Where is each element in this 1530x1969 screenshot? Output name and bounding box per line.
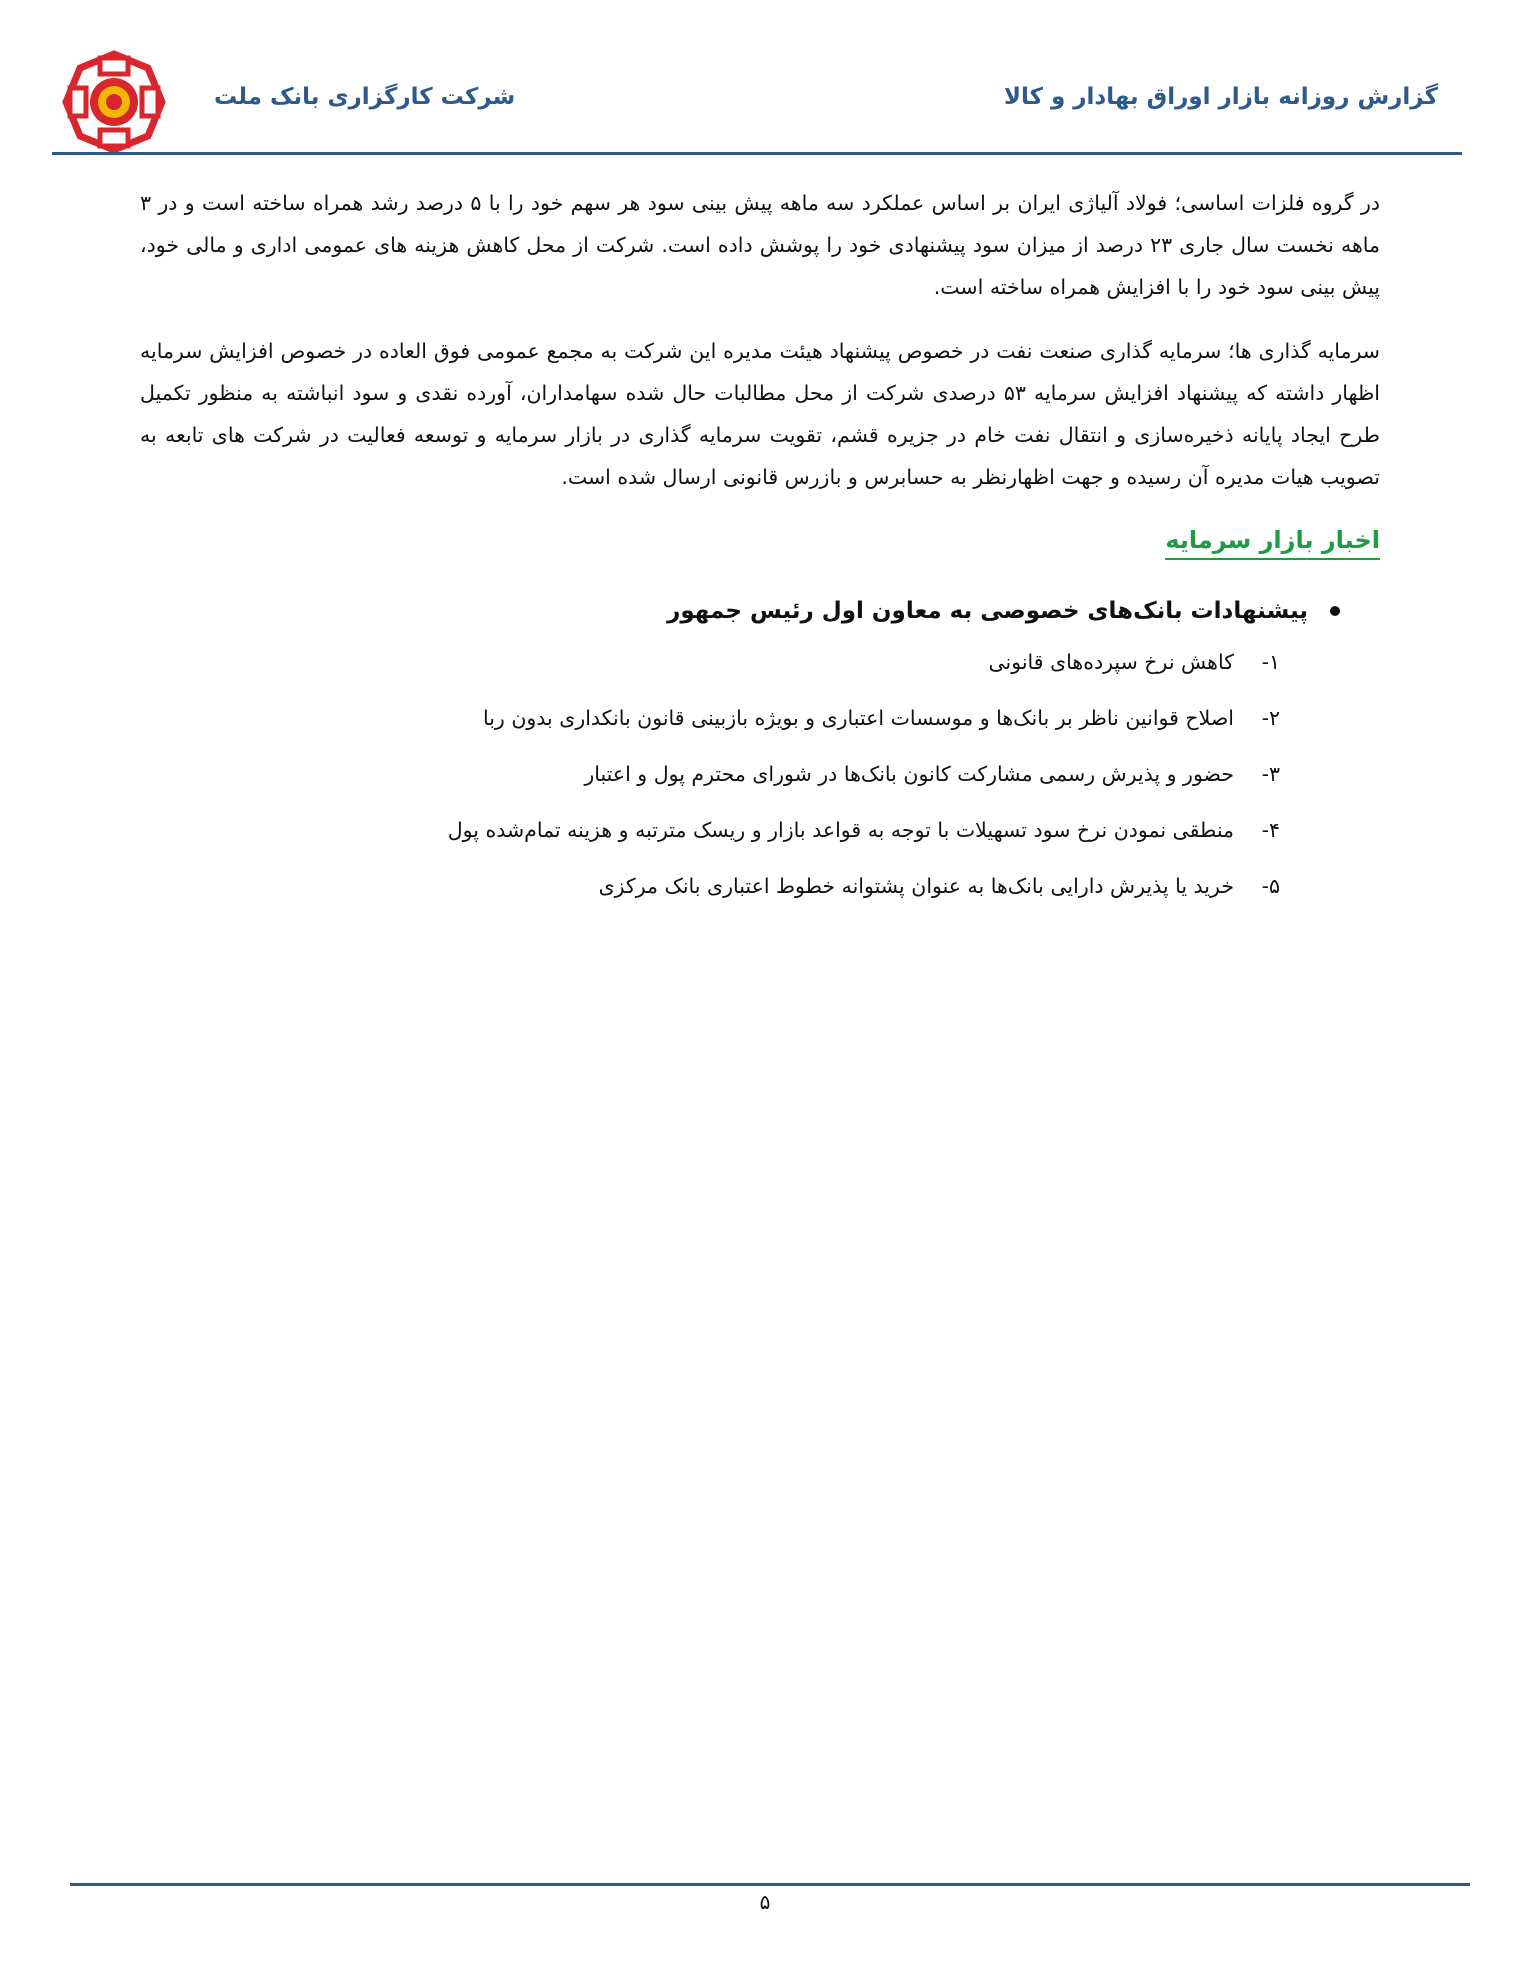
list-item	[140, 802, 1280, 858]
footer-divider	[70, 1883, 1470, 1886]
main-content	[140, 182, 1380, 914]
page-header	[0, 0, 1530, 160]
list-item-number: ۵-	[1261, 874, 1280, 898]
list-item-text: خرید یا پذیرش دارایی بانک‌ها به عنوان پشتوانه خطوط اعتباری بانک مرکزی	[598, 874, 1234, 898]
proposals-list	[140, 634, 1280, 914]
paragraph-investments: سرمایه گذاری ها؛ سرمایه گذاری صنعت نفت در خصوص پیشنهاد هیئت مدیره این شرکت به مجمع عمومی فوق العاده در خصوص افزایش سرمایه اظهار داشته که پیشنهاد افزایش سرمایه ۵۳ درصدی شرکت از محل مطالبات حال شده سهامداران، آورده نقدی و سود انباشته به منظور تکمیل طرح ایجاد پایانه ذخیره‌سازی و انتقال نفت خام در جزیره قشم، تقویت سرمایه گذاری در بازار سرمایه و توسعه فعالیت در شرکت های تابعه به تصویب هیات مدیره آن رسیده و جهت اظهارنظر به حسابرس و بازرس قانونی ارسال شده است.	[140, 339, 1380, 489]
list-item-text: منطقی نمودن نرخ سود تسهیلات با توجه به قواعد بازار و ریسک مترتبه و هزینه تمام‌شده پول	[447, 818, 1234, 842]
list-item-text: اصلاح قوانین ناظر بر بانک‌ها و موسسات اعتباری و بویژه بازبینی قانون بانکداری بدون ربا	[482, 706, 1234, 730]
list-item	[140, 746, 1280, 802]
page-number: ۵	[759, 1890, 771, 1914]
report-title: گزارش روزانه بازار اوراق بهادار و کالا	[1003, 84, 1438, 110]
list-item-text: حضور و پذیرش رسمی مشارکت کانون بانک‌ها در شورای محترم پول و اعتبار	[584, 762, 1234, 786]
company-name: شرکت کارگزاری بانک ملت	[214, 84, 516, 110]
bullet-heading	[140, 588, 1340, 634]
list-item	[140, 690, 1280, 746]
list-item-number: ۲-	[1261, 706, 1280, 730]
paragraph-basic-metals: در گروه فلزات اساسی؛ فولاد آلیاژی ایران بر اساس عملکرد سه ماهه پیش بینی سود هر سهم خود را با ۵ درصد رشد همراه ساخته است و در ۳ ماهه نخست سال جاری ۲۳ درصد از میزان سود پیشنهادی خود را پوشش داده است. شرکت از محل کاهش هزینه های عمومی اداری و مالی خود، پیش بینی سود خود را با افزایش همراه ساخته است.	[140, 191, 1380, 299]
list-item	[140, 858, 1280, 914]
list-item-number: ۳-	[1261, 762, 1280, 786]
list-item	[140, 634, 1280, 690]
list-item-number: ۴-	[1261, 818, 1280, 842]
bullet-dot-icon	[1330, 606, 1340, 616]
mellat-broker-logo-icon	[62, 50, 166, 154]
list-item-text: کاهش نرخ سپرده‌های قانونی	[988, 650, 1234, 674]
section-title	[140, 520, 1380, 560]
list-item-number: ۱-	[1261, 650, 1280, 674]
section-title-text: اخبار بازار سرمایه	[1165, 526, 1380, 560]
bullet-heading-text: پیشنهادات بانک‌های خصوصی به معاون اول رئیس جمهور	[667, 598, 1308, 624]
header-divider	[52, 152, 1462, 155]
